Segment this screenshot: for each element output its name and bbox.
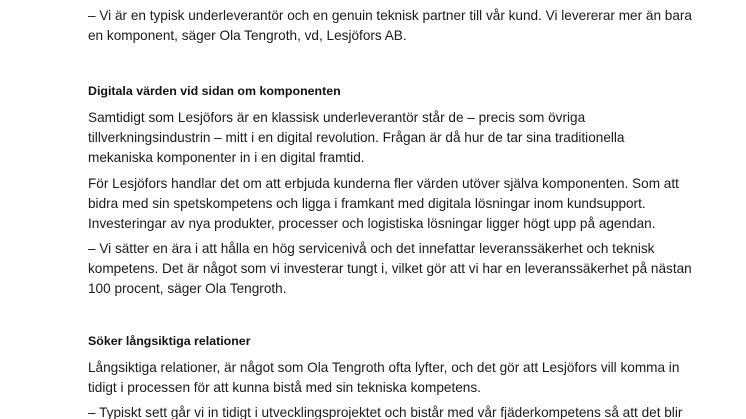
text-line: 100 procent, säger Ola Tengroth. xyxy=(88,281,287,296)
text-line: – Vi sätter en ära i att hålla en hög servicenivå och det innefattar leveranssäkerhet och teknisk xyxy=(88,241,655,256)
text-line: Samtidigt som Lesjöfors är en klassisk underleverantör står de – precis som övriga xyxy=(88,110,586,125)
text-line: För Lesjöfors handlar det om att erbjuda kunderna fler värden utöver själva komponenten. Som att xyxy=(88,176,679,191)
paragraph-service-level-quote xyxy=(88,239,692,299)
text-line: tillverkningsindustrin – mitt i en digital revolution. Frågan är då hur de tar sina traditionella xyxy=(88,130,625,145)
paragraph-ceo-quote xyxy=(88,6,692,46)
paragraph-long-term-relations xyxy=(88,358,688,398)
text-line: tidigt i processen för att kunna bistå med sin tekniska kompetens. xyxy=(88,380,481,395)
text-line: mekaniska komponenter in i en digital framtid. xyxy=(88,150,365,165)
text-line: kompetens. Det är något som vi investerar tungt i, vilket gör att vi har en leveranssäkerhet på nästan xyxy=(88,261,692,276)
text-line: Investeringar av nya produkter, processer och logistiska lösningar ligger högt upp på agendan. xyxy=(88,216,656,231)
text-line: bidra med sin spetskompetens och ligga i framkant med digitala lösningar inom kundsupport. xyxy=(88,196,646,211)
text-line: – Vi är en typisk underleverantör och en genuin teknisk partner till vår kund. Vi levererar mer än bara xyxy=(88,8,692,23)
text-line: – Typiskt sett går vi in tidigt i utvecklingsprojektet och bistår med vår fjäderkompetens så att det blir xyxy=(88,405,683,419)
text-line: en komponent, säger Ola Tengroth, vd, Lesjöfors AB. xyxy=(88,28,407,43)
paragraph-digital-revolution xyxy=(88,108,688,168)
section-heading-long-term-relations: Söker långsiktiga relationer xyxy=(88,334,251,348)
text-line: Långsiktiga relationer, är något som Ola Tengroth ofta lyfter, och det gör att Lesjöfors vill komma in xyxy=(88,360,680,375)
section-heading-digital-values: Digitala värden vid sidan om komponenten xyxy=(88,84,341,98)
paragraph-development-quote xyxy=(88,403,688,419)
paragraph-customer-value xyxy=(88,174,688,234)
